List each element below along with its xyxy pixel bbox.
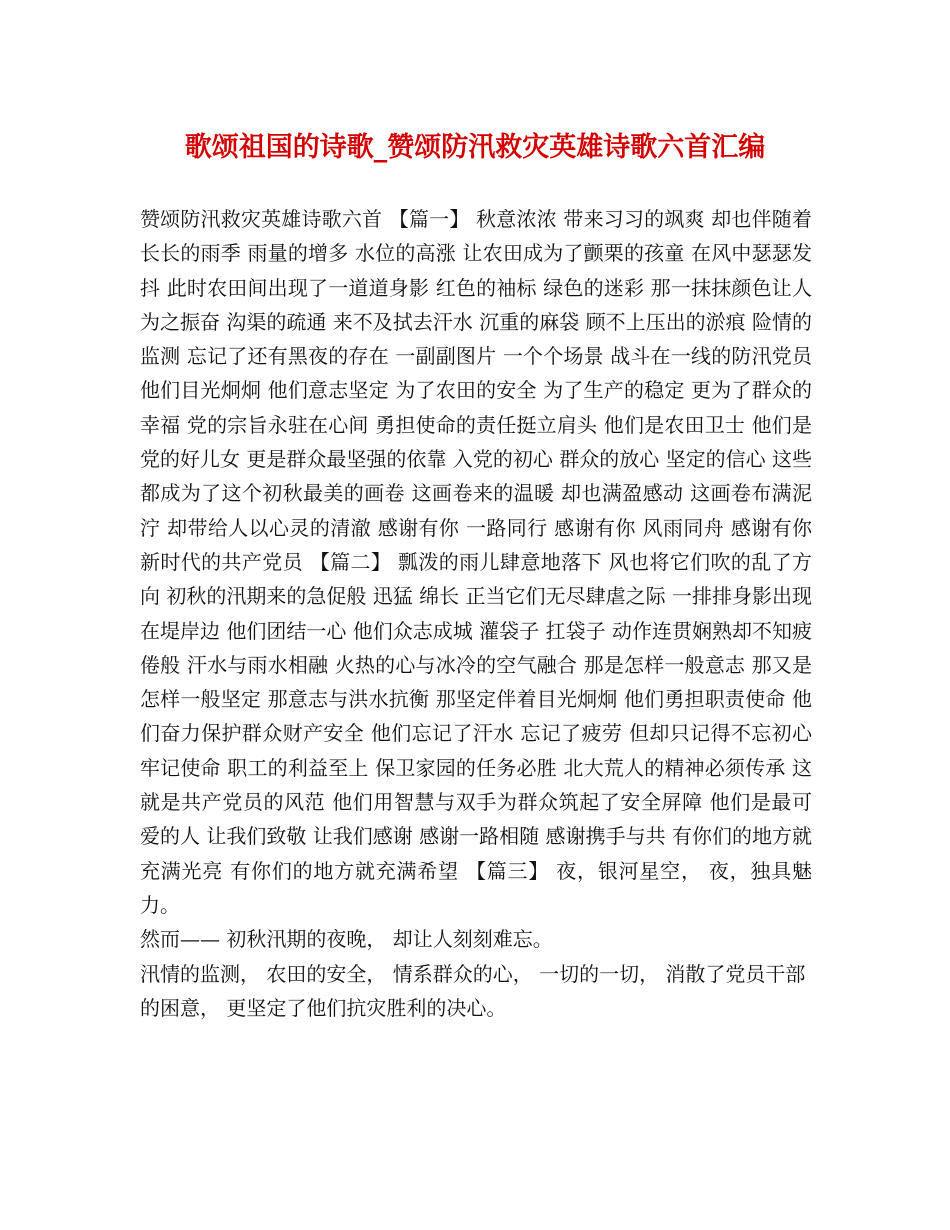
paragraph-poems-one-two-three: 赞颂防汛救灾英雄诗歌六首 【篇一】 秋意浓浓 带来习习的飒爽 却也伴随着长长的雨季 雨量的增多 水位的高涨 让农田成为了颤栗的孩童 在风中瑟瑟发抖 此时农田间出现了一道道身影 红色的袖标 绿色的迷彩 那一抹抹颜色让人为之振奋 沟渠的疏通 来不及拭去汗水 沉重的麻袋 顾不上压出的淤痕 险情的监测 忘记了还有黑夜的存在 一副副图片 一个个场景 战斗在一线的防汛党员 他们目光炯炯 他们意志坚定 为了农田的安全 为了生产的稳定 更为了群众的幸福 党的宗旨永驻在心间 勇担使命的责任挺立肩头 他们是农田卫士 他们是党的好儿女 更是群众最坚强的依靠 入党的初心 群众的放心 坚定的信心 这些都成为了这个初秋最美的画卷 这画卷来的温暖 却也满盈感动 这画卷布满泥泞 却带给人以心灵的清澈 感谢有你 一路同行 感谢有你 风雨同舟 感谢有你 新时代的共产党员 【篇二】 瓢泼的雨儿肆意地落下 风也将它们吹的乱了方向 初秋的汛期来的急促般 迅猛 绵长 正当它们无尽肆虐之际 一排排身影出现在堤岸边 他们团结一心 他们众志成城 灌袋子 扛袋子 动作连贯娴熟却不知疲倦般 汗水与雨水相融 火热的心与冰冷的空气融合 那是怎样一般意志 那又是怎样一般坚定 那意志与洪水抗衡 那坚定伴着目光炯炯 他们勇担职责使命 他们奋力保护群众财产安全 他们忘记了汗水 忘记了疲劳 但却只记得不忘初心 牢记使命 职工的利益至上 保卫家园的任务必胜 北大荒人的精神必须传承 这就是共产党员的风范 他们用智慧与双手为群众筑起了安全屏障 他们是最可爱的人 让我们致敬 让我们感谢 感谢一路相随 感谢携手与共 有你们的地方就充满光亮 有你们的地方就充满希望 【篇三】 夜，银河星空， 夜，独具魅力。 [140, 207, 812, 917]
paragraph-flood-monitoring: 汛情的监测， 农田的安全， 情系群众的心， 一切的一切， 消散了党员干部的困意， 更坚定了他们抗灾胜利的决心。 [140, 961, 806, 1020]
document-title: 歌颂祖国的诗歌_赞颂防汛救灾英雄诗歌六首汇编 [184, 132, 766, 163]
document-body [140, 202, 812, 1025]
paragraph-autumn-night: 然而—— 初秋汛期的夜晚， 却让人刻刻难忘。 [140, 927, 553, 952]
